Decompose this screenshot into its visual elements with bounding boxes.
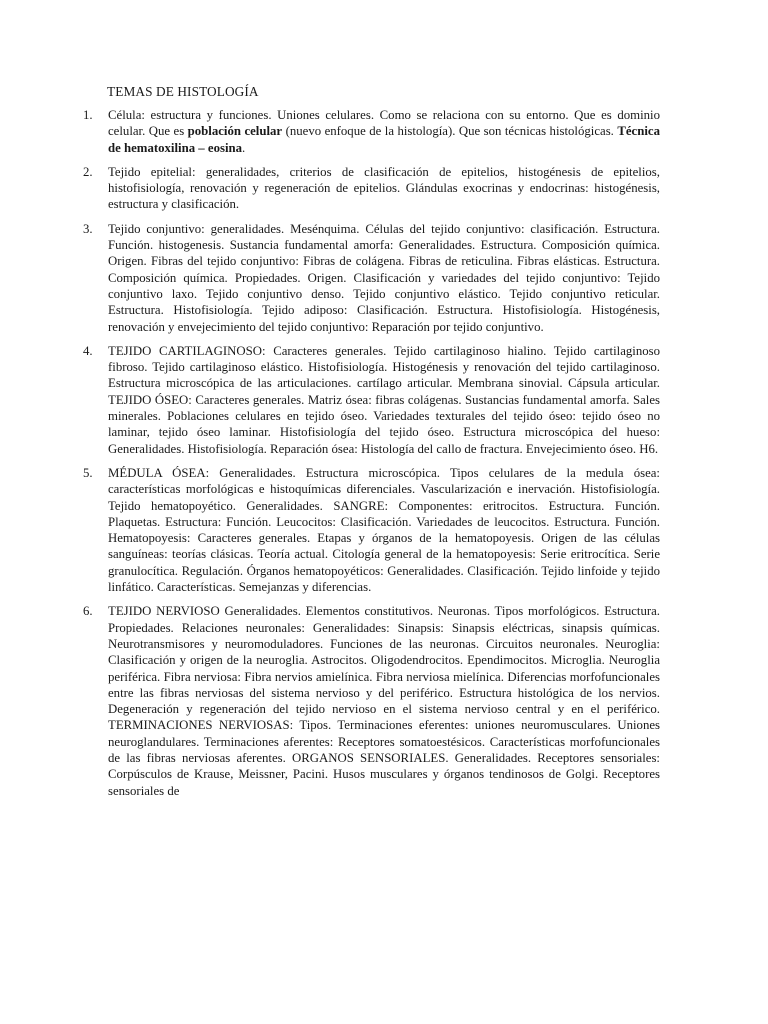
topic-text: Célula: estructura y funciones. Uniones celulares. Como se relaciona con su entorno. Que es dominio celular. Que es <box>108 108 660 139</box>
topic-list <box>80 107 660 799</box>
topic-text-bold: Técnica de hematoxilina – eosina <box>108 124 660 155</box>
topic-text: Tejido epitelial: generalidades, criterios de clasificación de epitelios, histogénesis de epitelios, histofisiología, renovación y regeneración de epitelios. Glándulas exocrinas y endocrinas: histogénesis, estructura y clasificación. <box>108 164 660 212</box>
topic-text: . <box>242 140 246 155</box>
topic-text: (nuevo enfoque de la histología). Que son técnicas histológicas. <box>282 124 618 139</box>
topic-text-bold: población celular <box>187 124 283 139</box>
topic-number: 1. <box>83 108 93 122</box>
topic-number: 3. <box>83 221 93 236</box>
topic-number: 6. <box>83 604 93 619</box>
topic-number: 4. <box>83 343 93 358</box>
topic-item <box>80 465 660 595</box>
topic-item <box>80 343 660 457</box>
topic-text: TEJIDO CARTILAGINOSO: Caracteres generales. Tejido cartilaginoso hialino. Tejido cartilaginoso fibroso. Tejido cartilaginoso elástico. Histofisiología. Histogénesis y renovación del tejido cartilaginoso. Estructura microscópica de las articulaciones. cartílago articular. Membrana sinovial. Cápsula articular. TEJIDO ÓSEO: Caracteres generales. Matriz ósea: fibras colágenas. Sustancias fundamental amorfa. Sales minerales. Poblaciones celulares en tejido óseo. Variedades texturales del tejido óseo: tejido óseo no laminar, tejido óseo laminar. Histofisiología del tejido óseo. Estructura microscópica del hueso: Generalidades. Histofisiología. Reparación ósea: Histología del callo de fractura. Envejecimiento óseo. H6. <box>108 343 660 456</box>
topic-number: 5. <box>83 465 93 480</box>
topic-text: TEJIDO NERVIOSO Generalidades. Elementos constitutivos. Neuronas. Tipos morfológicos. Estructura. Propiedades. Relaciones neuronales: Generalidades: Sinapsis: Sinapsis eléctricas, sinapsis químicas. Neurotransmisores y neuromoduladores. Funciones de las neuronas. Circuitos neuronales. Neuroglia: Clasificación y origen de la neuroglia. Astrocitos. Oligodendrocitos. Ependimocitos. Microglia. Neuroglia periférica. Fibra nerviosa: Fibra nervios amielínica. Fibra nerviosa mielínica. Diferencias morfofuncionales entre las fibras nerviosas del sistema nervioso y del periférico. Estructura histológica de los nervios. Degeneración y regeneración del tejido nervioso en el sistema nervioso central y en el periférico. TERMINACIONES NERVIOSAS: Tipos. Terminaciones eferentes: uniones neuromusculares. Uniones neuroglandulares. Terminaciones aferentes: Receptores somatoestésicos. Características morfofuncionales de las fibras nerviosas aferentes. ORGANOS SENSORIALES. Generalidades. Receptores sensoriales: Corpúsculos de Krause, Meissner, Pacini. Husos musculares y órganos tendinosos de Golgi. Receptores sensoriales de <box>108 604 660 798</box>
topic-text: Tejido conjuntivo: generalidades. Mesénquima. Células del tejido conjuntivo: clasificación. Estructura. Función. histogenesis. Sustancia fundamental amorfa: Generalidades. Estructura. Composición química. Origen. Fibras del tejido conjuntivo: Fibras de colágena. Fibras de reticulina. Fibras elásticas. Estructura. Composición química. Propiedades. Origen. Clasificación y variedades del tejido conjuntivo: Tejido conjuntivo laxo. Tejido conjuntivo denso. Tejido conjuntivo elástico. Tejido conjuntivo reticular. Estructura. Histofisiología. Tejido adiposo: Clasificación. Estructura. Histofisiología. Histogénesis, renovación y envejecimiento del tejido conjuntivo: Reparación por tejido conjuntivo. <box>108 221 660 334</box>
topic-number: 2. <box>83 164 93 179</box>
document-title: TEMAS DE HISTOLOGÍA <box>107 84 259 99</box>
topic-item <box>80 107 660 156</box>
topic-text: MÉDULA ÓSEA: Generalidades. Estructura microscópica. Tipos celulares de la medula ósea: características morfológicas e histoquímicas diferenciales. Vascularización e inervación. Histofisiología. Tejido hematopoyético. Generalidades. SANGRE: Componentes: eritrocitos. Estructura. Función. Plaquetas. Estructura: Función. Leucocitos: Clasificación. Variedades de leucocitos. Estructura. Función. Hematopoyesis: Caracteres generales. Etapas y órganos de la hematopoyesis. Origen de las células sanguíneas: teorías clásicas. Teoría actual. Citología general de la hematopoyesis: Serie eritrocítica. Serie granulocítica. Regulación. Órganos hematopoyéticos: Generalidades. Clasificación. Tejido linfoide y tejido linfático. Características. Semejanzas y diferencias. <box>108 465 660 595</box>
topic-item <box>80 603 660 799</box>
topic-item <box>80 164 660 213</box>
topic-item <box>80 221 660 335</box>
